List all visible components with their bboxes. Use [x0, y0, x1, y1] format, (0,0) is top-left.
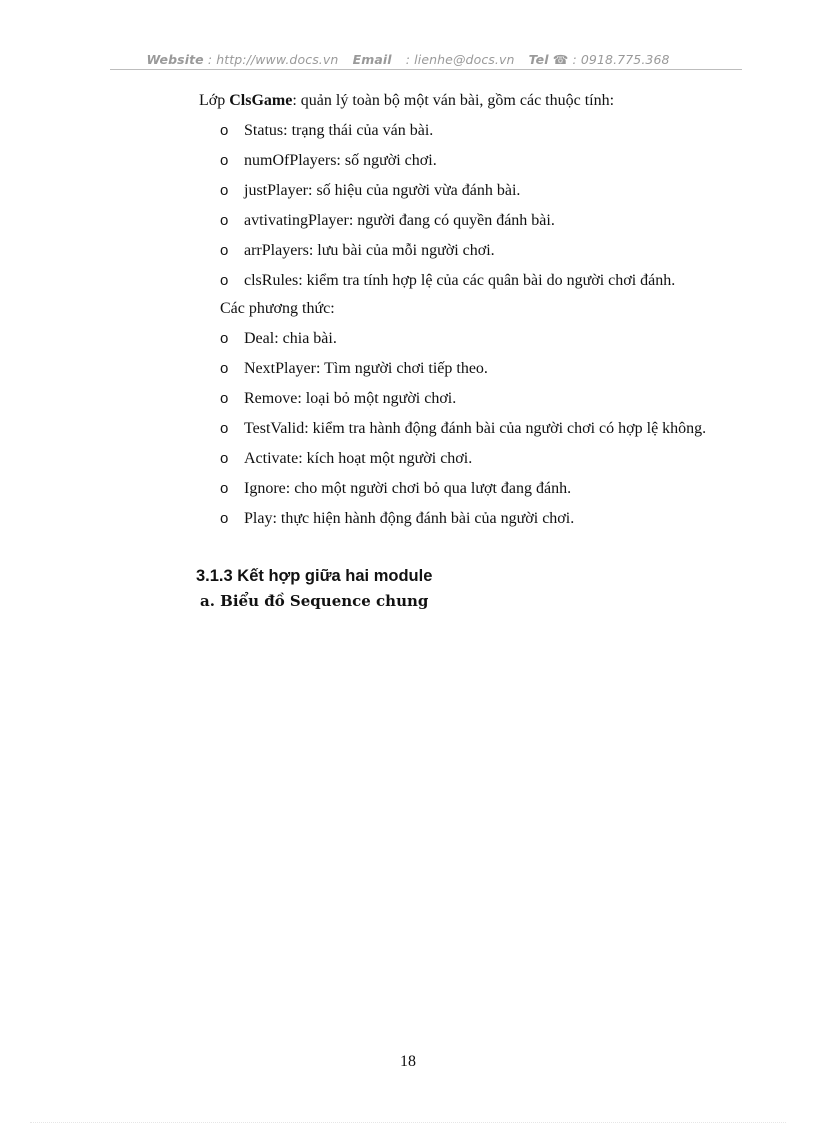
email-label: Email: [352, 52, 392, 67]
bullet-icon: o: [220, 212, 229, 229]
bullet-icon: o: [220, 420, 229, 437]
bullet-icon: o: [220, 450, 229, 467]
list-item: [220, 389, 720, 409]
bullet-icon: o: [220, 272, 229, 289]
list-item-text: arrPlayers: lưu bài của mỗi người chơi.: [244, 242, 495, 259]
list-item: [220, 121, 720, 141]
bullet-icon: o: [220, 242, 229, 259]
list-item-text: Play: thực hiện hành động đánh bài của người chơi.: [244, 510, 575, 527]
bullet-icon: o: [220, 330, 229, 347]
class-name: ClsGame: [229, 92, 293, 109]
list-item-text: NextPlayer: Tìm người chơi tiếp theo.: [244, 360, 488, 377]
list-item-text: Remove: loại bỏ một người chơi.: [244, 390, 457, 407]
website-value[interactable]: : http://www.docs.vn: [207, 52, 339, 67]
list-item: [220, 509, 720, 529]
list-item-text: TestValid: kiểm tra hành động đánh bài của người chơi có hợp lệ không.: [244, 420, 707, 437]
section-heading: 3.1.3 Kết hợp giữa hai module: [196, 567, 433, 585]
list-item-text: avtivatingPlayer: người đang có quyền đánh bài.: [244, 212, 555, 229]
list-item: [220, 479, 720, 499]
list-item-text: Activate: kích hoạt một người chơi.: [244, 450, 473, 467]
properties-list: [220, 121, 720, 301]
list-item: [220, 211, 720, 231]
list-item: [220, 241, 720, 261]
list-item: [220, 449, 720, 469]
intro-prefix: Lớp: [199, 92, 230, 109]
class-intro: [199, 91, 614, 111]
list-item-text: Deal: chia bài.: [244, 330, 337, 347]
tel-label: Tel: [528, 52, 549, 67]
bullet-icon: o: [220, 182, 229, 199]
intro-suffix: : quản lý toàn bộ một ván bài, gồm các thuộc tính:: [292, 92, 615, 109]
list-item: [220, 271, 720, 291]
bullet-icon: o: [220, 360, 229, 377]
page-number: 18: [400, 1053, 416, 1070]
bullet-icon: o: [220, 510, 229, 527]
list-item-text: justPlayer: số hiệu của người vừa đánh bài.: [244, 182, 521, 199]
subsection-heading: a. Biểu đồ Sequence chung: [200, 592, 429, 610]
list-item-text: Ignore: cho một người chơi bỏ qua lượt đang đánh.: [244, 480, 572, 497]
methods-list: [220, 329, 720, 539]
list-item-text: clsRules: kiểm tra tính hợp lệ của các quân bài do người chơi đánh.: [244, 272, 676, 289]
list-item: [220, 359, 720, 379]
bullet-icon: o: [220, 122, 229, 139]
list-item: [220, 151, 720, 171]
phone-icon: ☎: [552, 52, 569, 67]
methods-label: Các phương thức:: [220, 300, 335, 317]
bullet-icon: o: [220, 152, 229, 169]
list-item-text: numOfPlayers: số người chơi.: [244, 152, 437, 169]
list-item: [220, 329, 720, 349]
list-item-text: Status: trạng thái của ván bài.: [244, 122, 434, 139]
email-value[interactable]: : lienhe@docs.vn: [405, 52, 515, 67]
page-header: [0, 52, 816, 67]
bullet-icon: o: [220, 390, 229, 407]
tel-value: : 0918.775.368: [572, 52, 670, 67]
list-item: [220, 181, 720, 201]
website-label: Website: [146, 52, 204, 67]
bullet-icon: o: [220, 480, 229, 497]
list-item: [220, 419, 720, 439]
header-divider: [110, 69, 742, 70]
